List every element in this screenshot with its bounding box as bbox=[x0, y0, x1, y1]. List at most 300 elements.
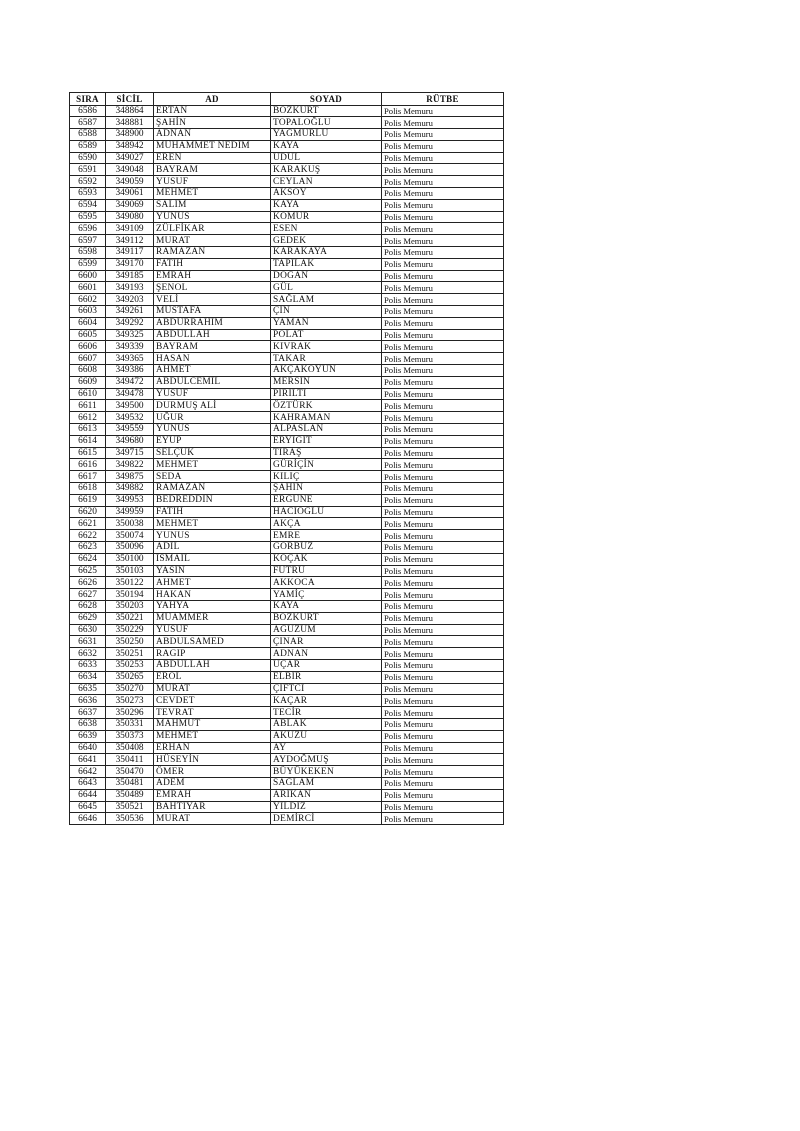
cell-soyad: AKUZU bbox=[271, 730, 382, 742]
table-row bbox=[70, 577, 504, 589]
cell-sira: 6613 bbox=[70, 424, 106, 436]
cell-sira: 6623 bbox=[70, 541, 106, 553]
table-row bbox=[70, 612, 504, 624]
cell-rutbe: Polis Memuru bbox=[382, 648, 504, 660]
cell-rutbe: Polis Memuru bbox=[382, 766, 504, 778]
table-row bbox=[70, 624, 504, 636]
cell-sira: 6644 bbox=[70, 789, 106, 801]
cell-ad: AHMET bbox=[154, 577, 271, 589]
cell-rutbe: Polis Memuru bbox=[382, 600, 504, 612]
cell-sira: 6604 bbox=[70, 317, 106, 329]
cell-sira: 6622 bbox=[70, 530, 106, 542]
cell-sicil: 350373 bbox=[106, 730, 154, 742]
cell-sicil: 349080 bbox=[106, 211, 154, 223]
cell-rutbe: Polis Memuru bbox=[382, 612, 504, 624]
cell-sira: 6615 bbox=[70, 447, 106, 459]
cell-rutbe: Polis Memuru bbox=[382, 624, 504, 636]
cell-rutbe: Polis Memuru bbox=[382, 801, 504, 813]
cell-rutbe: Polis Memuru bbox=[382, 105, 504, 117]
cell-sira: 6641 bbox=[70, 754, 106, 766]
cell-sira: 6614 bbox=[70, 435, 106, 447]
cell-sicil: 350096 bbox=[106, 541, 154, 553]
cell-sicil: 349048 bbox=[106, 164, 154, 176]
cell-sira: 6611 bbox=[70, 400, 106, 412]
cell-sicil: 350122 bbox=[106, 577, 154, 589]
cell-soyad: ESEN bbox=[271, 223, 382, 235]
cell-soyad: YAĞMURLU bbox=[271, 129, 382, 141]
cell-soyad: CEYLAN bbox=[271, 176, 382, 188]
cell-ad: ABDULSAMED bbox=[154, 636, 271, 648]
cell-sicil: 350103 bbox=[106, 565, 154, 577]
cell-sira: 6635 bbox=[70, 683, 106, 695]
cell-ad: ADEM bbox=[154, 777, 271, 789]
cell-ad: HÜSEYİN bbox=[154, 754, 271, 766]
cell-sira: 6646 bbox=[70, 813, 106, 825]
cell-sicil: 349715 bbox=[106, 447, 154, 459]
cell-sira: 6593 bbox=[70, 188, 106, 200]
cell-rutbe: Polis Memuru bbox=[382, 329, 504, 341]
cell-ad: YUSUF bbox=[154, 388, 271, 400]
cell-sira: 6588 bbox=[70, 129, 106, 141]
cell-soyad: ADNAN bbox=[271, 648, 382, 660]
cell-ad: YUNUS bbox=[154, 211, 271, 223]
cell-ad: BAHTİYAR bbox=[154, 801, 271, 813]
cell-sicil: 350250 bbox=[106, 636, 154, 648]
cell-ad: EROL bbox=[154, 671, 271, 683]
cell-sicil: 350221 bbox=[106, 612, 154, 624]
cell-rutbe: Polis Memuru bbox=[382, 258, 504, 270]
table-row bbox=[70, 235, 504, 247]
table-row bbox=[70, 447, 504, 459]
cell-rutbe: Polis Memuru bbox=[382, 211, 504, 223]
cell-sira: 6629 bbox=[70, 612, 106, 624]
cell-sicil: 350536 bbox=[106, 813, 154, 825]
cell-sira: 6587 bbox=[70, 117, 106, 129]
cell-rutbe: Polis Memuru bbox=[382, 506, 504, 518]
table-row bbox=[70, 459, 504, 471]
table-row bbox=[70, 294, 504, 306]
table-row bbox=[70, 754, 504, 766]
cell-soyad: POLAT bbox=[271, 329, 382, 341]
cell-soyad: AY bbox=[271, 742, 382, 754]
cell-ad: MEHMET bbox=[154, 188, 271, 200]
cell-sira: 6643 bbox=[70, 777, 106, 789]
cell-ad: ERHAN bbox=[154, 742, 271, 754]
cell-soyad: UÇAR bbox=[271, 659, 382, 671]
cell-ad: MEHMET bbox=[154, 518, 271, 530]
cell-rutbe: Polis Memuru bbox=[382, 388, 504, 400]
cell-ad: VELİ bbox=[154, 294, 271, 306]
cell-ad: RAGIP bbox=[154, 648, 271, 660]
cell-sicil: 349292 bbox=[106, 317, 154, 329]
cell-ad: ABDURRAHİM bbox=[154, 317, 271, 329]
cell-sira: 6612 bbox=[70, 412, 106, 424]
cell-ad: EYÜP bbox=[154, 435, 271, 447]
cell-ad: ERTAN bbox=[154, 105, 271, 117]
cell-sicil: 349027 bbox=[106, 152, 154, 164]
cell-sicil: 350411 bbox=[106, 754, 154, 766]
cell-rutbe: Polis Memuru bbox=[382, 683, 504, 695]
table-row bbox=[70, 365, 504, 377]
table-row bbox=[70, 117, 504, 129]
cell-soyad: ERGÜNE bbox=[271, 494, 382, 506]
cell-sicil: 350489 bbox=[106, 789, 154, 801]
cell-ad: MEHMET bbox=[154, 730, 271, 742]
cell-sira: 6633 bbox=[70, 659, 106, 671]
cell-sicil: 350194 bbox=[106, 589, 154, 601]
cell-ad: BAYRAM bbox=[154, 341, 271, 353]
table-row bbox=[70, 435, 504, 447]
cell-sicil: 348881 bbox=[106, 117, 154, 129]
cell-rutbe: Polis Memuru bbox=[382, 199, 504, 211]
cell-soyad: FÜTRÜ bbox=[271, 565, 382, 577]
cell-ad: MEHMET bbox=[154, 459, 271, 471]
cell-soyad: KÖMÜR bbox=[271, 211, 382, 223]
cell-sicil: 350331 bbox=[106, 718, 154, 730]
header-rutbe: RÜTBE bbox=[382, 93, 504, 106]
cell-sicil: 349069 bbox=[106, 199, 154, 211]
cell-ad: SALİM bbox=[154, 199, 271, 211]
cell-rutbe: Polis Memuru bbox=[382, 742, 504, 754]
cell-rutbe: Polis Memuru bbox=[382, 541, 504, 553]
cell-sira: 6618 bbox=[70, 483, 106, 495]
table-row bbox=[70, 695, 504, 707]
header-soyad: SOYAD bbox=[271, 93, 382, 106]
cell-soyad: KOÇAK bbox=[271, 553, 382, 565]
cell-rutbe: Polis Memuru bbox=[382, 659, 504, 671]
cell-soyad: EMRE bbox=[271, 530, 382, 542]
cell-soyad: ARIKAN bbox=[271, 789, 382, 801]
cell-sira: 6625 bbox=[70, 565, 106, 577]
table-row bbox=[70, 506, 504, 518]
cell-soyad: AYDOĞMUŞ bbox=[271, 754, 382, 766]
cell-soyad: YAMİÇ bbox=[271, 589, 382, 601]
cell-sicil: 348942 bbox=[106, 140, 154, 152]
cell-ad: HASAN bbox=[154, 353, 271, 365]
table-row bbox=[70, 388, 504, 400]
cell-rutbe: Polis Memuru bbox=[382, 813, 504, 825]
cell-sira: 6634 bbox=[70, 671, 106, 683]
cell-sicil: 348900 bbox=[106, 129, 154, 141]
cell-sicil: 349959 bbox=[106, 506, 154, 518]
table-row bbox=[70, 282, 504, 294]
cell-sicil: 350270 bbox=[106, 683, 154, 695]
cell-ad: YUNUS bbox=[154, 530, 271, 542]
cell-ad: DURMUŞ ALİ bbox=[154, 400, 271, 412]
cell-sicil: 350521 bbox=[106, 801, 154, 813]
cell-ad: FATİH bbox=[154, 258, 271, 270]
cell-soyad: ALPASLAN bbox=[271, 424, 382, 436]
cell-soyad: KAYA bbox=[271, 199, 382, 211]
cell-soyad: DOĞAN bbox=[271, 270, 382, 282]
cell-rutbe: Polis Memuru bbox=[382, 530, 504, 542]
header-ad: AD bbox=[154, 93, 271, 106]
cell-soyad: ÇINAR bbox=[271, 636, 382, 648]
cell-sicil: 349185 bbox=[106, 270, 154, 282]
table-row bbox=[70, 247, 504, 259]
cell-sicil: 350481 bbox=[106, 777, 154, 789]
cell-sira: 6603 bbox=[70, 306, 106, 318]
cell-sicil: 349193 bbox=[106, 282, 154, 294]
cell-sira: 6608 bbox=[70, 365, 106, 377]
cell-sicil: 350203 bbox=[106, 600, 154, 612]
cell-rutbe: Polis Memuru bbox=[382, 365, 504, 377]
cell-rutbe: Polis Memuru bbox=[382, 577, 504, 589]
header-sicil: SİCİL bbox=[106, 93, 154, 106]
cell-rutbe: Polis Memuru bbox=[382, 435, 504, 447]
cell-sicil: 349170 bbox=[106, 258, 154, 270]
cell-soyad: SAĞLAM bbox=[271, 777, 382, 789]
cell-soyad: KAÇAR bbox=[271, 695, 382, 707]
table-row bbox=[70, 211, 504, 223]
table-row bbox=[70, 152, 504, 164]
cell-rutbe: Polis Memuru bbox=[382, 223, 504, 235]
cell-rutbe: Polis Memuru bbox=[382, 164, 504, 176]
table-row bbox=[70, 553, 504, 565]
cell-soyad: BOZKURT bbox=[271, 612, 382, 624]
cell-ad: SEDA bbox=[154, 471, 271, 483]
table-row bbox=[70, 223, 504, 235]
cell-rutbe: Polis Memuru bbox=[382, 235, 504, 247]
cell-sicil: 349386 bbox=[106, 365, 154, 377]
cell-rutbe: Polis Memuru bbox=[382, 270, 504, 282]
cell-sicil: 350038 bbox=[106, 518, 154, 530]
cell-sicil: 349365 bbox=[106, 353, 154, 365]
cell-sira: 6620 bbox=[70, 506, 106, 518]
cell-rutbe: Polis Memuru bbox=[382, 553, 504, 565]
cell-sicil: 350273 bbox=[106, 695, 154, 707]
table-row bbox=[70, 742, 504, 754]
cell-ad: ÖMER bbox=[154, 766, 271, 778]
cell-soyad: MERSİN bbox=[271, 376, 382, 388]
cell-rutbe: Polis Memuru bbox=[382, 317, 504, 329]
cell-rutbe: Polis Memuru bbox=[382, 353, 504, 365]
cell-sira: 6631 bbox=[70, 636, 106, 648]
cell-rutbe: Polis Memuru bbox=[382, 494, 504, 506]
cell-ad: ADİL bbox=[154, 541, 271, 553]
cell-sira: 6639 bbox=[70, 730, 106, 742]
cell-rutbe: Polis Memuru bbox=[382, 718, 504, 730]
cell-soyad: AKÇA bbox=[271, 518, 382, 530]
cell-soyad: KAYA bbox=[271, 140, 382, 152]
table-row bbox=[70, 683, 504, 695]
cell-ad: ADNAN bbox=[154, 129, 271, 141]
cell-ad: ŞAHİN bbox=[154, 117, 271, 129]
cell-sicil: 349059 bbox=[106, 176, 154, 188]
cell-soyad: HACIOĞLU bbox=[271, 506, 382, 518]
cell-soyad: PIRILTI bbox=[271, 388, 382, 400]
cell-sicil: 349339 bbox=[106, 341, 154, 353]
cell-sira: 6586 bbox=[70, 105, 106, 117]
table-row bbox=[70, 777, 504, 789]
cell-ad: TEVRAT bbox=[154, 707, 271, 719]
cell-ad: CEVDET bbox=[154, 695, 271, 707]
cell-sicil: 350470 bbox=[106, 766, 154, 778]
cell-sicil: 349061 bbox=[106, 188, 154, 200]
cell-sira: 6601 bbox=[70, 282, 106, 294]
cell-sicil: 350253 bbox=[106, 659, 154, 671]
cell-ad: MUAMMER bbox=[154, 612, 271, 624]
cell-soyad: ÇİN bbox=[271, 306, 382, 318]
table-row bbox=[70, 600, 504, 612]
table-row bbox=[70, 412, 504, 424]
cell-soyad: GEDEK bbox=[271, 235, 382, 247]
table-row bbox=[70, 730, 504, 742]
cell-soyad: ÇİFTCİ bbox=[271, 683, 382, 695]
table-row bbox=[70, 270, 504, 282]
cell-sicil: 349532 bbox=[106, 412, 154, 424]
cell-rutbe: Polis Memuru bbox=[382, 447, 504, 459]
cell-ad: MAHMUT bbox=[154, 718, 271, 730]
cell-rutbe: Polis Memuru bbox=[382, 789, 504, 801]
cell-ad: UĞUR bbox=[154, 412, 271, 424]
table-row bbox=[70, 589, 504, 601]
cell-soyad: GÜRİÇİN bbox=[271, 459, 382, 471]
cell-sira: 6630 bbox=[70, 624, 106, 636]
cell-rutbe: Polis Memuru bbox=[382, 294, 504, 306]
cell-sicil: 350074 bbox=[106, 530, 154, 542]
cell-sira: 6621 bbox=[70, 518, 106, 530]
cell-sicil: 350251 bbox=[106, 648, 154, 660]
table-row bbox=[70, 258, 504, 270]
cell-sira: 6640 bbox=[70, 742, 106, 754]
cell-soyad: GÖRBÜZ bbox=[271, 541, 382, 553]
cell-sira: 6637 bbox=[70, 707, 106, 719]
cell-rutbe: Polis Memuru bbox=[382, 483, 504, 495]
cell-sicil: 349822 bbox=[106, 459, 154, 471]
cell-soyad: AKÇAKOYUN bbox=[271, 365, 382, 377]
cell-ad: RAMAZAN bbox=[154, 483, 271, 495]
cell-sicil: 349325 bbox=[106, 329, 154, 341]
table-row bbox=[70, 176, 504, 188]
table-row bbox=[70, 188, 504, 200]
table-row bbox=[70, 140, 504, 152]
cell-sira: 6590 bbox=[70, 152, 106, 164]
table-row bbox=[70, 199, 504, 211]
cell-sira: 6600 bbox=[70, 270, 106, 282]
header-sira: SIRA bbox=[70, 93, 106, 106]
cell-rutbe: Polis Memuru bbox=[382, 412, 504, 424]
cell-ad: BAYRAM bbox=[154, 164, 271, 176]
cell-sicil: 349500 bbox=[106, 400, 154, 412]
cell-ad: EMRAH bbox=[154, 270, 271, 282]
cell-ad: EMRAH bbox=[154, 789, 271, 801]
cell-rutbe: Polis Memuru bbox=[382, 565, 504, 577]
cell-sira: 6602 bbox=[70, 294, 106, 306]
cell-ad: YAHYA bbox=[154, 600, 271, 612]
table-row bbox=[70, 718, 504, 730]
cell-ad: ABDULLAH bbox=[154, 329, 271, 341]
cell-sicil: 350100 bbox=[106, 553, 154, 565]
cell-ad: İSMAİL bbox=[154, 553, 271, 565]
cell-sira: 6642 bbox=[70, 766, 106, 778]
cell-sicil: 349203 bbox=[106, 294, 154, 306]
cell-ad: EREN bbox=[154, 152, 271, 164]
cell-rutbe: Polis Memuru bbox=[382, 730, 504, 742]
cell-sira: 6592 bbox=[70, 176, 106, 188]
cell-soyad: ERYİĞİT bbox=[271, 435, 382, 447]
cell-soyad: AĞÜZÜM bbox=[271, 624, 382, 636]
cell-ad: HAKAN bbox=[154, 589, 271, 601]
cell-sicil: 350229 bbox=[106, 624, 154, 636]
table-row bbox=[70, 801, 504, 813]
cell-sira: 6606 bbox=[70, 341, 106, 353]
cell-soyad: KARAKAYA bbox=[271, 247, 382, 259]
table-row bbox=[70, 341, 504, 353]
table-header-row bbox=[70, 93, 504, 106]
cell-ad: MURAT bbox=[154, 813, 271, 825]
cell-sira: 6595 bbox=[70, 211, 106, 223]
cell-sira: 6594 bbox=[70, 199, 106, 211]
cell-soyad: SAĞLAM bbox=[271, 294, 382, 306]
cell-sicil: 350265 bbox=[106, 671, 154, 683]
cell-rutbe: Polis Memuru bbox=[382, 671, 504, 683]
cell-soyad: YAMAN bbox=[271, 317, 382, 329]
cell-ad: YUSUF bbox=[154, 624, 271, 636]
table-row bbox=[70, 129, 504, 141]
table-row bbox=[70, 329, 504, 341]
cell-soyad: ÖZTÜRK bbox=[271, 400, 382, 412]
table-row bbox=[70, 671, 504, 683]
cell-rutbe: Polis Memuru bbox=[382, 400, 504, 412]
cell-ad: YUSUF bbox=[154, 176, 271, 188]
cell-rutbe: Polis Memuru bbox=[382, 129, 504, 141]
cell-sira: 6597 bbox=[70, 235, 106, 247]
cell-ad: ŞENOL bbox=[154, 282, 271, 294]
cell-rutbe: Polis Memuru bbox=[382, 459, 504, 471]
cell-sira: 6610 bbox=[70, 388, 106, 400]
cell-soyad: DEMİRCİ bbox=[271, 813, 382, 825]
cell-sicil: 349680 bbox=[106, 435, 154, 447]
cell-sira: 6605 bbox=[70, 329, 106, 341]
cell-rutbe: Polis Memuru bbox=[382, 152, 504, 164]
cell-sira: 6636 bbox=[70, 695, 106, 707]
cell-soyad: UDÜL bbox=[271, 152, 382, 164]
cell-rutbe: Polis Memuru bbox=[382, 282, 504, 294]
cell-rutbe: Polis Memuru bbox=[382, 636, 504, 648]
cell-rutbe: Polis Memuru bbox=[382, 589, 504, 601]
cell-sicil: 349882 bbox=[106, 483, 154, 495]
cell-sira: 6645 bbox=[70, 801, 106, 813]
cell-ad: BEDREDDİN bbox=[154, 494, 271, 506]
cell-sira: 6596 bbox=[70, 223, 106, 235]
table-row bbox=[70, 471, 504, 483]
cell-ad: ZÜLFİKAR bbox=[154, 223, 271, 235]
table-row bbox=[70, 789, 504, 801]
cell-sicil: 350296 bbox=[106, 707, 154, 719]
personnel-table bbox=[69, 92, 504, 825]
cell-soyad: ABLAK bbox=[271, 718, 382, 730]
table-row bbox=[70, 353, 504, 365]
cell-sicil: 349875 bbox=[106, 471, 154, 483]
cell-ad: MURAT bbox=[154, 683, 271, 695]
cell-soyad: BOZKURT bbox=[271, 105, 382, 117]
cell-sira: 6627 bbox=[70, 589, 106, 601]
table-row bbox=[70, 813, 504, 825]
table-row bbox=[70, 400, 504, 412]
cell-sira: 6628 bbox=[70, 600, 106, 612]
cell-sicil: 349559 bbox=[106, 424, 154, 436]
cell-soyad: KAYA bbox=[271, 600, 382, 612]
cell-rutbe: Polis Memuru bbox=[382, 777, 504, 789]
cell-soyad: KILIÇ bbox=[271, 471, 382, 483]
cell-sicil: 349472 bbox=[106, 376, 154, 388]
cell-sira: 6598 bbox=[70, 247, 106, 259]
table-row bbox=[70, 376, 504, 388]
cell-sicil: 348864 bbox=[106, 105, 154, 117]
cell-ad: MUSTAFA bbox=[154, 306, 271, 318]
cell-sira: 6616 bbox=[70, 459, 106, 471]
